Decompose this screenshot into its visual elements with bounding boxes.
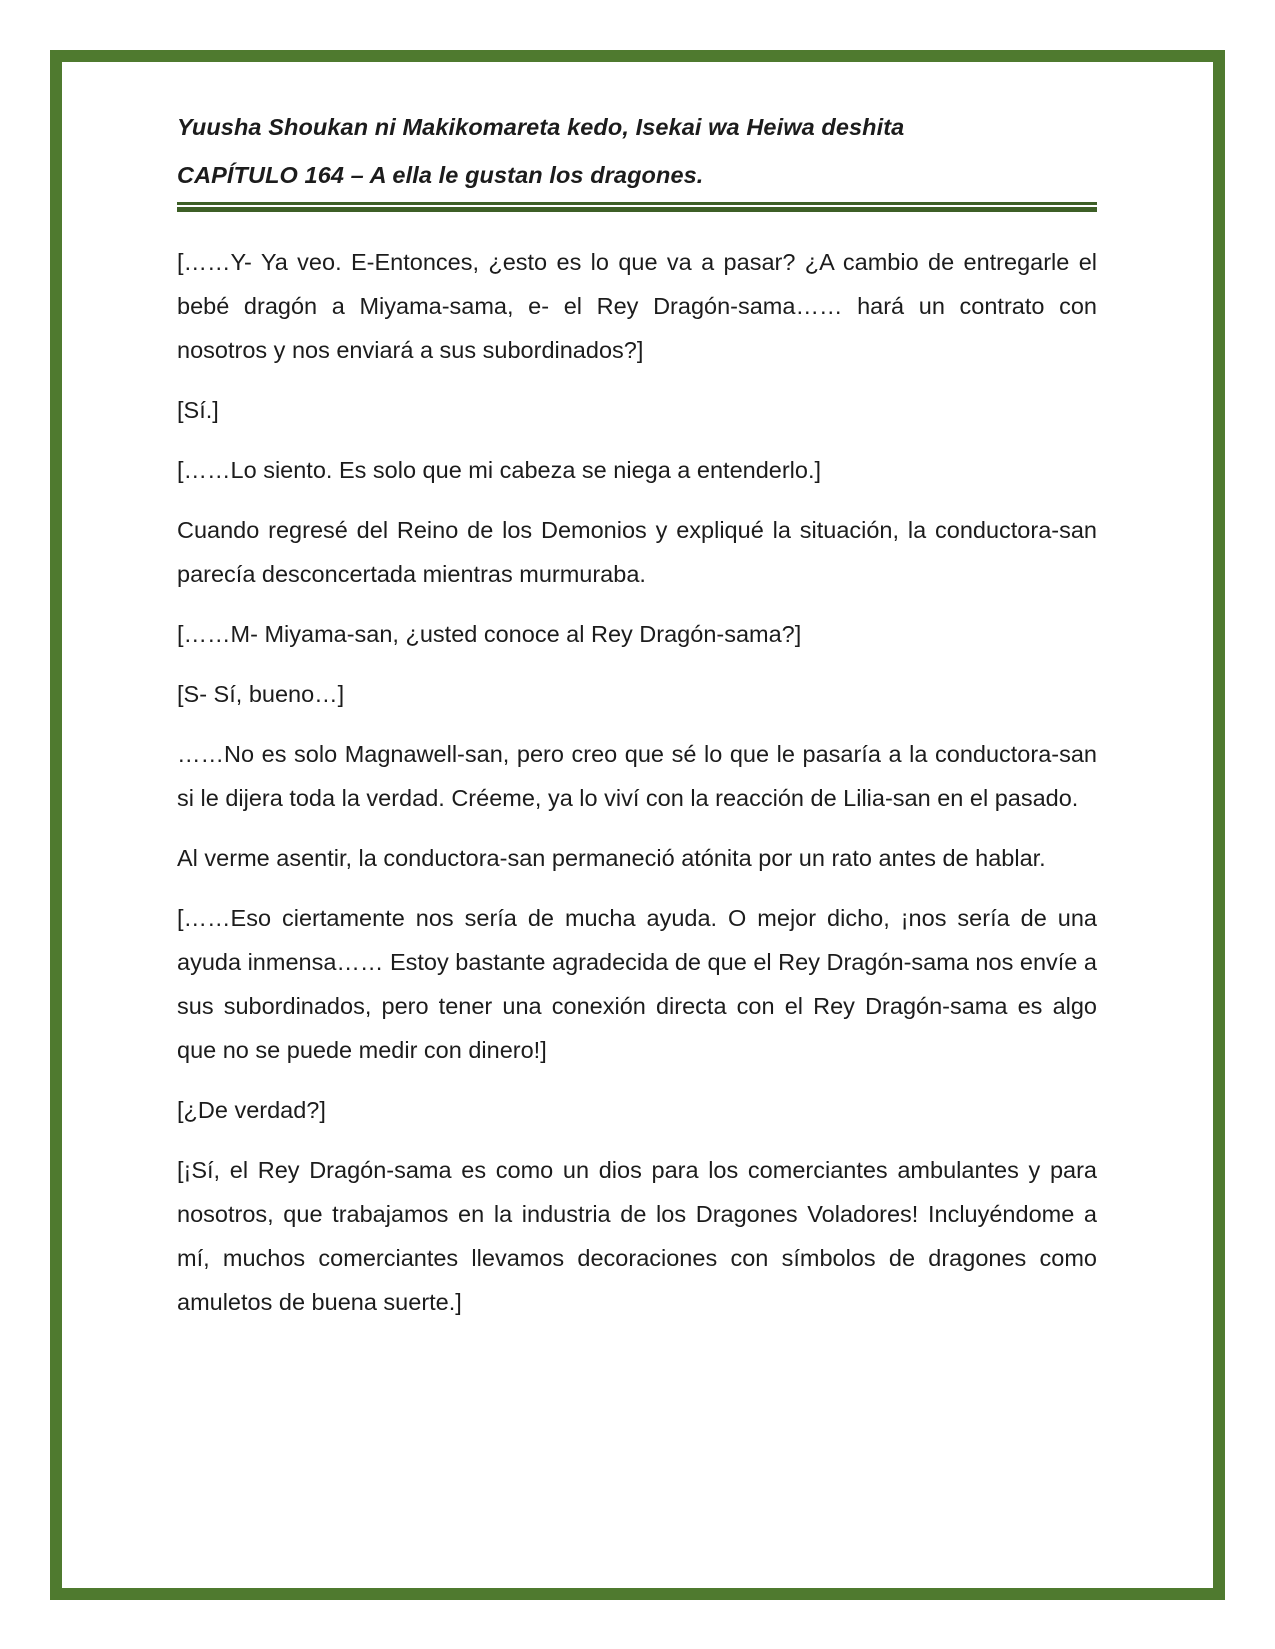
paragraph: Al verme asentir, la conductora-san permaneció atónita por un rato antes de hablar. [177, 845, 1046, 871]
paragraph: Cuando regresé del Reino de los Demonios y expliqué la situación, la conductora-san parecía desconcertada mientras murmuraba. [177, 517, 1097, 587]
paragraph: [……Lo siento. Es solo que mi cabeza se niega a entenderlo.] [177, 457, 822, 483]
paragraph: [S- Sí, bueno…] [177, 681, 345, 707]
paragraph: [……Eso ciertamente nos sería de mucha ayuda. O mejor dicho, ¡nos sería de una ayuda inmensa…… Estoy bastante agradecida de que el Rey Dragón-sama nos envíe a sus subordinados, pero tener una conexión directa con el Rey Dragón-sama es algo que no se puede medir con dinero!] [177, 905, 1097, 1063]
paragraph: ……No es solo Magnawell-san, pero creo que sé lo que le pasaría a la conductora-san si le dijera toda la verdad. Créeme, ya lo viví con la reacción de Lilia-san en el pasado. [177, 741, 1097, 811]
chapter-title: CAPÍTULO 164 – A ella le gustan los dragones. [177, 162, 704, 188]
paragraph: [……Y- Ya veo. E-Entonces, ¿esto es lo que va a pasar? ¿A cambio de entregarle el bebé dragón a Miyama-sama, e- el Rey Dragón-sama…… hará un contrato con nosotros y nos enviará a sus subordinados?] [177, 249, 1097, 363]
title-divider-thin [177, 202, 1097, 205]
document-content [177, 112, 1097, 1340]
chapter-body [177, 240, 1097, 1324]
paragraph: [¿De verdad?] [177, 1097, 326, 1123]
series-title: Yuusha Shoukan ni Makikomareta kedo, Isekai wa Heiwa deshita [177, 114, 905, 140]
title-divider-thick [177, 207, 1097, 212]
title-divider [177, 202, 1097, 212]
paragraph: [……M- Miyama-san, ¿usted conoce al Rey Dragón-sama?] [177, 621, 802, 647]
paragraph: [Sí.] [177, 397, 219, 423]
paragraph: [¡Sí, el Rey Dragón-sama es como un dios para los comerciantes ambulantes y para nosotros, que trabajamos en la industria de los Dragones Voladores! Incluyéndome a mí, muchos comerciantes llevamos decoraciones con símbolos de dragones como amuletos de buena suerte.] [177, 1157, 1097, 1315]
